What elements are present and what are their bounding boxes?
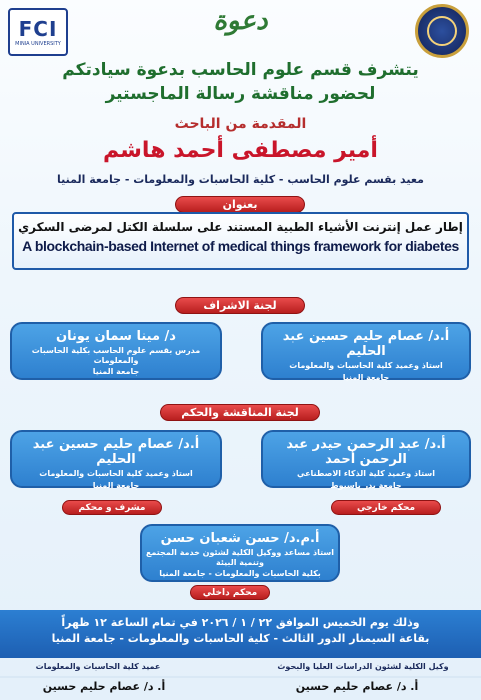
supervision-committee-label: لجنة الاشراف — [175, 297, 305, 314]
examiner-tag-supervisor: مشرف و محكم — [62, 500, 162, 515]
presented-by: المقدمة من الباحث — [174, 116, 307, 132]
invite-line-1: يتشرف قسم علوم الحاسب بدعوة سيادتكم — [62, 60, 419, 80]
thesis-title-arabic: إطار عمل إنترنت الأشياء الطبية المستند على سلسلة الكتل لمرضى السكري — [18, 220, 463, 234]
examiner-card-3 — [140, 524, 340, 582]
vice-dean-name: أ. د/ عصام حليم حسين — [295, 680, 419, 693]
schedule-venue: بقاعة السيمنار الدور الثالث - كلية الحاسبات والمعلومات - جامعة المنيا — [51, 632, 430, 645]
faculty-logo-subtext: MINIA UNIVERSITY — [15, 41, 61, 47]
researcher-name: أمير مصطفى أحمد هاشم — [103, 138, 378, 163]
researcher-affiliation: معيد بقسم علوم الحاسب - كلية الحاسبات والمعلومات - جامعة المنيا — [57, 173, 424, 186]
supervisor-name: د/ مينا سمان يونان — [56, 329, 176, 344]
examiner-name: أ.د/ عصام حليم حسين عبد الحليم — [32, 437, 200, 467]
supervisor-card-1 — [261, 322, 471, 380]
examiner-org: بكلية الحاسبات والمعلومات - جامعة المنيا — [159, 569, 321, 579]
examiner-role: استاذ مساعد ووكيل الكلية لشئون خدمة المجتمع وتنمية البيئة — [145, 548, 335, 567]
examiner-org: جامعة بدر باسيوط — [330, 480, 402, 490]
examiner-name: أ.م.د/ حسن شعبان حسن — [160, 531, 320, 546]
vice-dean-title: وكيل الكلية لشئون الدراسات العليا والبحوث — [277, 662, 449, 671]
invitation-word: دعوة — [213, 6, 268, 36]
side-note — [2, 500, 14, 596]
supervisor-role: استاذ وعميد كلية الحاسبات والمعلومات — [289, 361, 443, 370]
supervisor-org: جامعة المنيا — [342, 372, 390, 382]
thesis-title-box — [12, 212, 469, 270]
thesis-title-english: A blockchain-based Internet of medical things framework for diabetes — [22, 238, 459, 254]
supervisor-role: مدرس بقسم علوم الحاسب بكلية الحاسبات والمعلومات — [31, 346, 201, 365]
examiner-name: أ.د/ عبد الرحمن حيدر عبد الرحمن أحمد — [286, 437, 446, 467]
discussion-committee-label: لجنة المناقشة والحكم — [160, 404, 320, 421]
title-label: بعنوان — [175, 196, 305, 213]
examiner-role: استاذ وعميد كلية الذكاء الاصطناعي — [296, 469, 435, 478]
examiner-card-1 — [261, 430, 471, 488]
examiner-org: جامعة المنيا — [92, 480, 140, 490]
schedule-band — [0, 610, 481, 658]
supervisor-org: جامعة المنيا — [92, 367, 140, 377]
examiner-card-2 — [10, 430, 222, 488]
schedule-datetime: وذلك يوم الخميس الموافق ٢٢ / ١ / ٢٠٢٦ في تمام الساعة ١٢ ظهراً — [61, 616, 420, 629]
dean-title: عميد كلية الحاسبات والمعلومات — [35, 662, 161, 671]
supervisor-card-2 — [10, 322, 222, 380]
examiner-tag-internal: محكم داخلي — [190, 585, 270, 600]
supervisor-name: أ.د/ عصام حليم حسين عبد الحليم — [282, 329, 450, 359]
footer-divider — [0, 676, 481, 678]
dean-name: أ. د/ عصام حليم حسين — [42, 680, 166, 693]
invite-line-2: لحضور مناقشة رسالة الماجستير — [105, 84, 376, 104]
examiner-role: استاذ وعميد كلية الحاسبات والمعلومات — [39, 469, 193, 478]
faculty-logo-text: FCI — [18, 17, 58, 41]
examiner-tag-external: محكم خارجي — [331, 500, 441, 515]
